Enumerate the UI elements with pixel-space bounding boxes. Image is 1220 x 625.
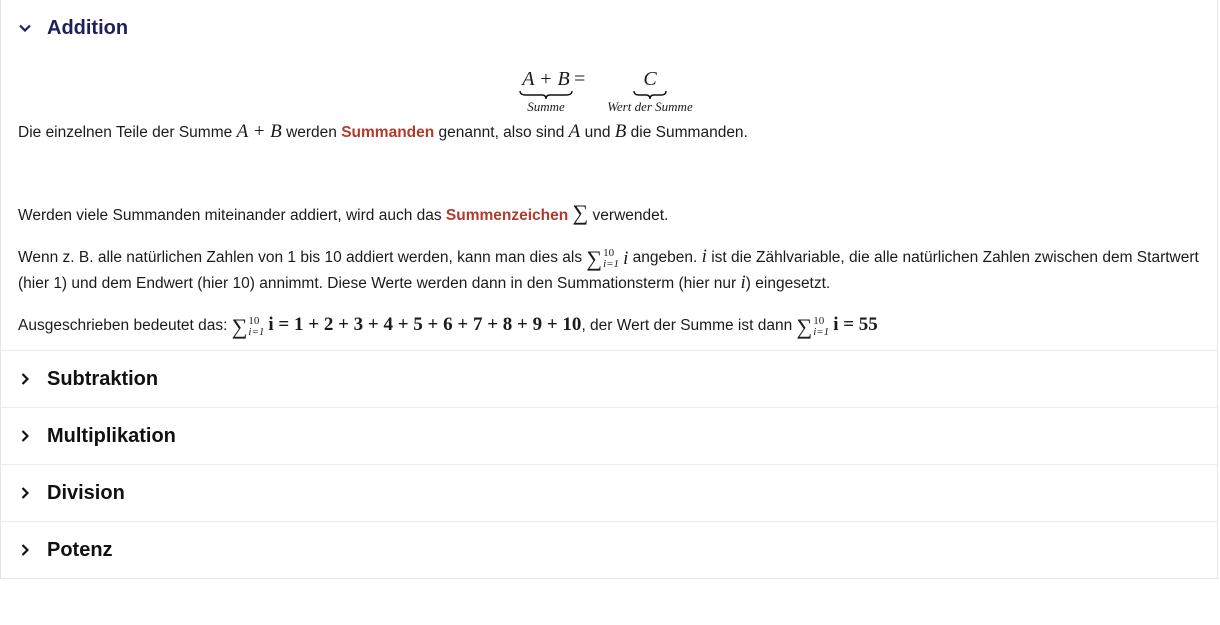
sum-upper-limit: 10	[603, 247, 615, 259]
math-inline: i	[701, 246, 707, 267]
section-addition-header[interactable]	[1, 0, 1217, 56]
section-potenz-header[interactable]	[1, 522, 1217, 578]
paragraph-expanded	[18, 313, 1200, 338]
equation-right-term: C	[643, 68, 657, 90]
section-division-header[interactable]	[1, 465, 1217, 521]
label-left: Summe	[527, 99, 565, 114]
section-subtraktion-header[interactable]	[1, 351, 1217, 407]
text: die Summanden.	[626, 124, 748, 141]
chevron-right-icon	[18, 372, 32, 386]
math-inline: A + B	[236, 121, 282, 142]
section-title: Division	[47, 481, 125, 504]
section-division	[1, 465, 1217, 522]
sum-lower-limit: i=1	[248, 326, 265, 338]
sum-expression	[232, 316, 269, 338]
display-equation	[18, 54, 1200, 120]
sum-lower-limit: i=1	[813, 326, 830, 338]
text: und	[580, 124, 615, 141]
equation-left-term: A + B	[522, 68, 570, 90]
text: werden	[281, 124, 342, 141]
section-subtraktion	[1, 351, 1217, 408]
paragraph-summenzeichen	[18, 201, 1200, 228]
math-result: i = 55	[833, 314, 878, 335]
brace-group-right	[596, 68, 704, 114]
sum-expression	[586, 247, 628, 271]
text: Ausgeschrieben bedeutet das:	[18, 317, 232, 334]
chevron-down-icon	[18, 21, 32, 35]
sum-upper-limit: 10	[813, 315, 825, 327]
section-multiplikation-header[interactable]	[1, 408, 1217, 464]
text: , der Wert der Summe ist dann	[581, 317, 797, 334]
chevron-right-icon	[18, 429, 32, 443]
text: ist die Zählvariable, die alle natürlichen Zahlen zwischen dem Startwert (hier 1) und dem Endwert (hier 10) annimmt. Diese Werte werden dann in den Summationsterm (hier nur	[18, 249, 1199, 292]
math-inline: B	[614, 121, 627, 142]
text: ) eingesetzt.	[745, 275, 831, 292]
section-addition-body	[1, 54, 1217, 350]
sigma-symbol: ∑	[231, 314, 248, 339]
keyword-summenzeichen: Summenzeichen	[445, 207, 569, 224]
math-inline: A	[568, 121, 581, 142]
sum-variable: i	[623, 248, 629, 269]
paragraph-summanden	[18, 120, 1200, 145]
text: Wenn z. B. alle natürlichen Zahlen von 1 bis 10 addiert werden, kann man dies als	[18, 249, 587, 266]
label-right: Wert der Summe	[607, 99, 693, 114]
equals-sign: =	[574, 68, 586, 90]
section-potenz	[1, 522, 1217, 578]
sigma-symbol: ∑	[586, 246, 603, 271]
brace-group-left	[517, 68, 575, 114]
section-title: Potenz	[47, 538, 113, 561]
sigma-symbol: ∑	[796, 314, 813, 339]
text: verwendet.	[588, 207, 669, 224]
chevron-right-icon	[18, 543, 32, 557]
chevron-right-icon	[18, 486, 32, 500]
text: Die einzelnen Teile der Summe	[18, 124, 237, 141]
keyword-summanden: Summanden	[341, 124, 435, 141]
section-addition	[1, 0, 1217, 351]
section-title: Addition	[47, 16, 129, 39]
section-title: Multiplikation	[47, 424, 176, 447]
section-multiplikation	[1, 408, 1217, 465]
text: genannt, also sind	[434, 124, 569, 141]
sum-lower-limit: i=1	[603, 258, 620, 270]
sum-expression	[797, 316, 834, 338]
section-title: Subtraktion	[47, 367, 159, 390]
sum-upper-limit: 10	[248, 315, 260, 327]
text: angeben.	[628, 249, 702, 266]
math-expanded: i = 1 + 2 + 3 + 4 + 5 + 6 + 7 + 8 + 9 + 10	[268, 314, 582, 335]
text: Werden viele Summanden miteinander addiert, wird auch das	[18, 207, 446, 224]
math-inline: i	[740, 272, 746, 293]
paragraph-example	[18, 245, 1200, 296]
sigma-symbol: ∑	[572, 200, 589, 225]
